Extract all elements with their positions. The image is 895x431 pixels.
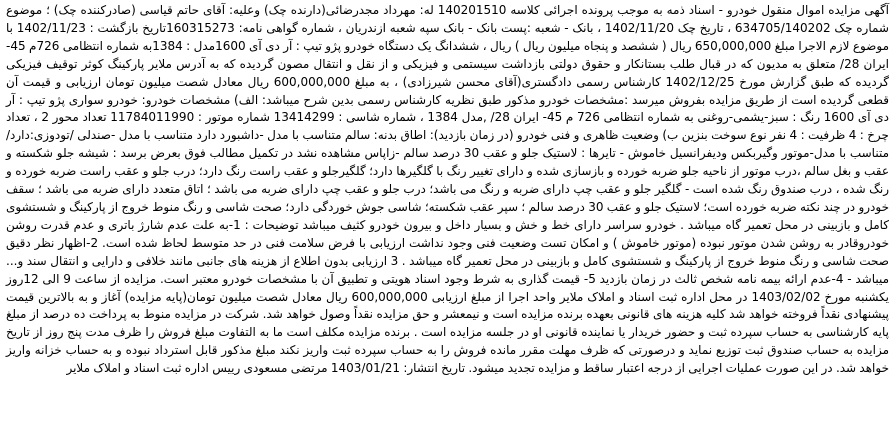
auction-notice-text: آگهی مزایده اموال منقول خودرو - اسناد ذمه به موجب پرونده اجرائی کلاسه 140201510 له: مهرداد مجدرضائی(دارنده چک) وعلیه: آقای حاتم قیاسی (صادرکننده چک) ؛ موضوع شماره چک 634705/140202 ، تاریخ چک 1402/11/20 ، بانک - شعبه :پست بانک - بانک سپه شعبه ازندریان ، شماره گواهی نامه: 160315273تاریخ بازگشت : 1402/11/23 با موضوع لازم الاجرا مبلغ 650,000,000 ریال ( ششصد و پنجاه میلیون ریال ) ریال ، ششدانگ یک دستگاه خودرو پژو تیپ : آر دی آی 1600مدل : 1384به شماره انتظامی 726م 45- ایران 28/ متعلق به مدیون که در قبال طلب بستانکار و حقوق دولتی بازداشت سیستمی و فیزیکی و از نقل و انتقال مصون گردیده که به آدرس ملایر پارکینگ کوثر توقیف فیزیکی گردیده که طبق گزارش مورخ 1402/12/25 کارشناس رسمی دادگستری(آقای محسن شیرزادی) ، به مبلغ 600,000,000 ریال معادل شصت میلیون تومان ارزیابی و قیمت آن قطعی گردیده است از طریق مزایده بفروش میرسد :مشخصات خودرو مذکور طبق نظریه کارشناس رسمی بدین شرح میباشد: الف) مشخصات خودرو: خودرو سواری پژو تیپ : آر دی آی 1600 رنگ : سبز-یشمی-روغنی به شماره انتظامی 726 م 45- ایران 28/ ,مدل 1384 ، شماره شاسی : 13414299 شماره موتور : 11784011990 تعداد محور 2 ، تعداد چرخ : 4 ظرفیت : 4 نفر نوع سوخت بنزین ب) وضعیت ظاهری و فنی خودرو (در زمان بازدید): اطاق بدنه: سالم متناسب با مدل -داشبورد دارد متناسب با مدل -صندلی /تودوزی:دارد/ متناسب با مدل-موتور وگیربکس ودیفرانسیل خاموش - تایرها : لاستیک جلو و عقب 30 درصد سالم -زاپاس مشاهده نشد در تکمیل مطالب فوق بعرض برسد : شیشه جلو شکسته و عقب و بغل سالم ،درب موتور از ناحیه جلو ضربه خورده و بازسازی شده و دارای تغییر رنگ با گلگیرها دارد؛ گلگیرجلو و عقب راست رنگ دارد؛ درب جلو و عقب راست ضربه خورده و رنگ شده ، درب صندوق رنگ شده است - گلگیر جلو و عقب چپ دارای ضربه و رنگ می باشد؛ درب جلو و عقب چپ دارای ضربه می باشد ؛ اتاق متعدد دارای ضربه می باشد ؛ سقف خودرو در چند نکته ضربه خورده است؛ لاستیک جلو و عقب 30 درصد سالم ؛ سپر عقب شکسته؛ شاسی جوش خوردگی دارد؛ صحت شاسی و رنگ منوط خروج از پارکینگ و شستشوی کامل و بازبینی در محل تعمیر گاه میباشد . خودرو سراسر دارای خط و خش و بسیار داخل و بیرون خودرو کثیف میباشد توضیحات : 1-به علت عدم شارژ باتری و عدم قدرت روشن خودروقادر به روشن شدن موتور نبوده (موتور خاموش ) و امکان تست وضعیت فنی وجود نداشت ارزیابی با فرض سلامت فنی در حد متوسط لحاظ شده است. 2-اظهار نظر دقیق صحت شاسی و رنگ منوط خروج از پارکینگ و شستشوی کامل و بازبینی در محل تعمیر گاه میباشد . 3 ارزیابی بدون اطلاع از هزینه های جانبی مانند خلافی و دارایی و انتقال سند و... میباشد - 4-عدم ارائه بیمه نامه شخص ثالث در زمان بازدید 5- قیمت گذاری به شرط وجود اسناد هویتی و تطبیق آن با مشخصات خودرو معتبر است. مزایده از ساعت 9 الی 12روز یکشنبه مورخ 1403/02/02 در محل اداره ثبت اسناد و املاک ملایر واحد اجرا از مبلغ ارزیابی 600,000,000 ریال معادل شصت میلیون تومان(پایه مزایده) آغاز و به بالاترین قیمت پیشنهادی نقداً فروخته خواهد شد کلیه هزینه های قانونی بعهده برنده مزایده است و نیمعشر و حق مزایده نقداً وصول خواهد شد. شرکت در مزایده منوط به پرداخت ده درصد از مبلغ پایه کارشناسی به حساب سپرده ثبت و حضور خریدار یا نماینده قانونی او در جلسه مزایده است . برنده مزایده مکلف است ما به التفاوت مبلغ فروش را ظرف مدت پنج روز از تاریخ مزایده به حساب صندوق ثبت توزیع نماید و درصورتی که ظرف مهلت مقرر مانده فروش را به حساب سپرده ثبت واریز نکند مبلغ مذکور قابل استرداد نبوده و به حساب خزانه واریز خواهد شد. در این صورت عملیات اجرایی از درجه اعتبار ساقط و مزایده تجدید میشود. تاریخ انتشار: 1403/01/21 مرتضی مسعودی رییس اداره ثبت اسناد و املاک ملایر <box>6 3 890 376</box>
